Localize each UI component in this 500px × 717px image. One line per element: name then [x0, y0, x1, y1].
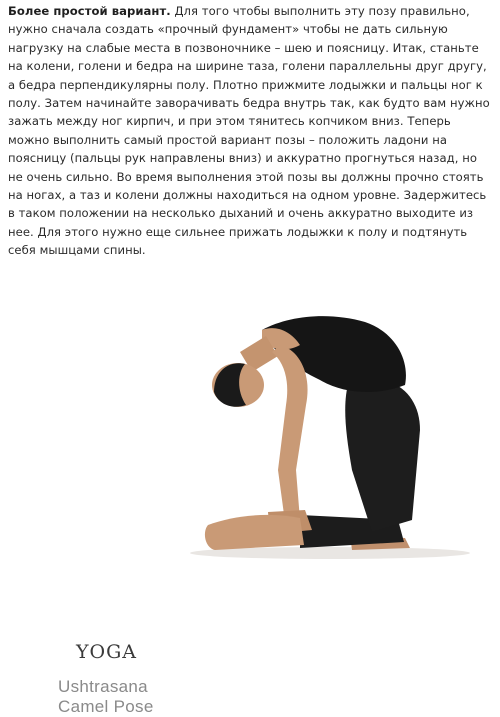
pose-name-sanskrit: Ushtrasana: [58, 677, 148, 696]
article-text: [8, 2, 492, 260]
camel-pose-figure: [0, 258, 500, 573]
yoga-label: YOGA: [76, 641, 138, 663]
article-paragraph: [8, 2, 492, 260]
pose-name-english: Camel Pose: [58, 697, 154, 716]
thighs: [345, 377, 420, 532]
arm: [272, 345, 308, 522]
article-body: Для того чтобы выполнить эту позу правильно, нужно сначала создать «прочный фундамент» чтобы не дать сильную нагрузку на слабые места в позвоночнике – шею и поясницу. Итак, станьте на колени, голени и бедра на ширине таза, голени параллельны друг другу, а бедра перпендикулярны полу. Плотно прижмите лодыжки и пальцы ног к полу. Затем начинайте заворачивать бедра внутрь так, как будто вам нужно зажать между ног кирпич, и при этом тянитесь копчиком вниз. Теперь можно выполнить самый простой вариант позы – положить ладони на поясницу (пальцы рук направлены вниз) и аккуратно прогнуться назад, но не очень сильно. Во время выполнения этой позы вы должны прочно стоять на ногах, а таз и колени должны находиться на одном уровне. Задержитесь в таком положении на несколько дыханий и очень аккуратно выходите из нее. Для этого нужно еще сильнее прижать лодыжки к полу и подтянуть себя мышцами спины.: [8, 4, 490, 258]
feet-front: [205, 515, 304, 550]
yoga-photo: [0, 258, 500, 716]
lead-heading: Более простой вариант.: [8, 4, 171, 18]
